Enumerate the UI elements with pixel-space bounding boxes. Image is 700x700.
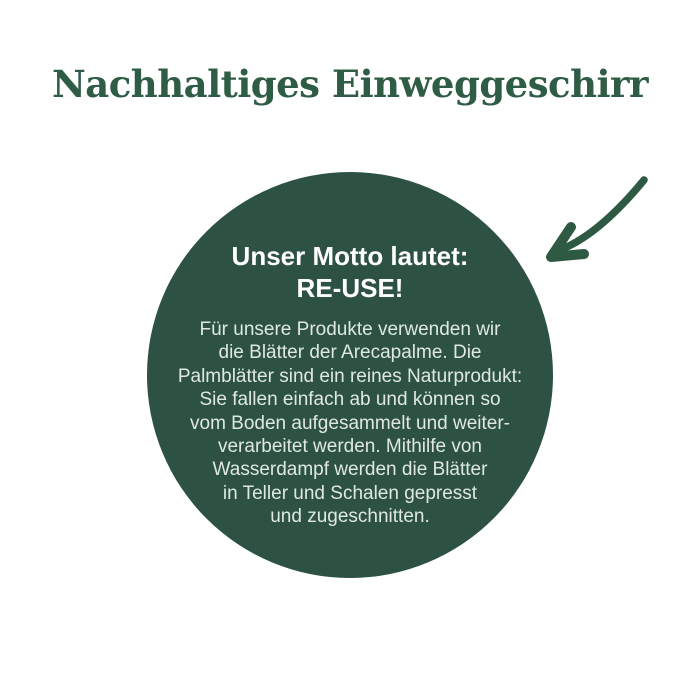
body-line: vom Boden aufgesammelt und weiter- — [190, 412, 510, 434]
body-line: Palmblätter sind ein reines Naturprodukt: — [177, 365, 523, 387]
body-line: die Blätter der Arecapalme. Die — [218, 342, 482, 364]
motto-line2: RE-USE! — [296, 273, 404, 303]
body-line: und zugeschnitten. — [270, 506, 430, 528]
description-text — [147, 318, 553, 529]
body-line: verarbeitet werden. Mithilfe von — [217, 436, 482, 458]
motto-heading — [147, 240, 553, 304]
body-line: Wasserdampf werden die Blätter — [212, 459, 488, 481]
body-line: in Teller und Schalen gepresst — [222, 482, 478, 504]
curved-arrow-icon — [535, 165, 660, 270]
body-line: Sie fallen einfach ab und können so — [199, 389, 501, 411]
info-circle — [147, 172, 553, 578]
motto-line1: Unser Motto lautet: — [231, 241, 469, 271]
body-line: Für unsere Produkte verwenden wir — [199, 319, 501, 340]
page-title: Nachhaltiges Einweggeschirr — [51, 62, 649, 106]
